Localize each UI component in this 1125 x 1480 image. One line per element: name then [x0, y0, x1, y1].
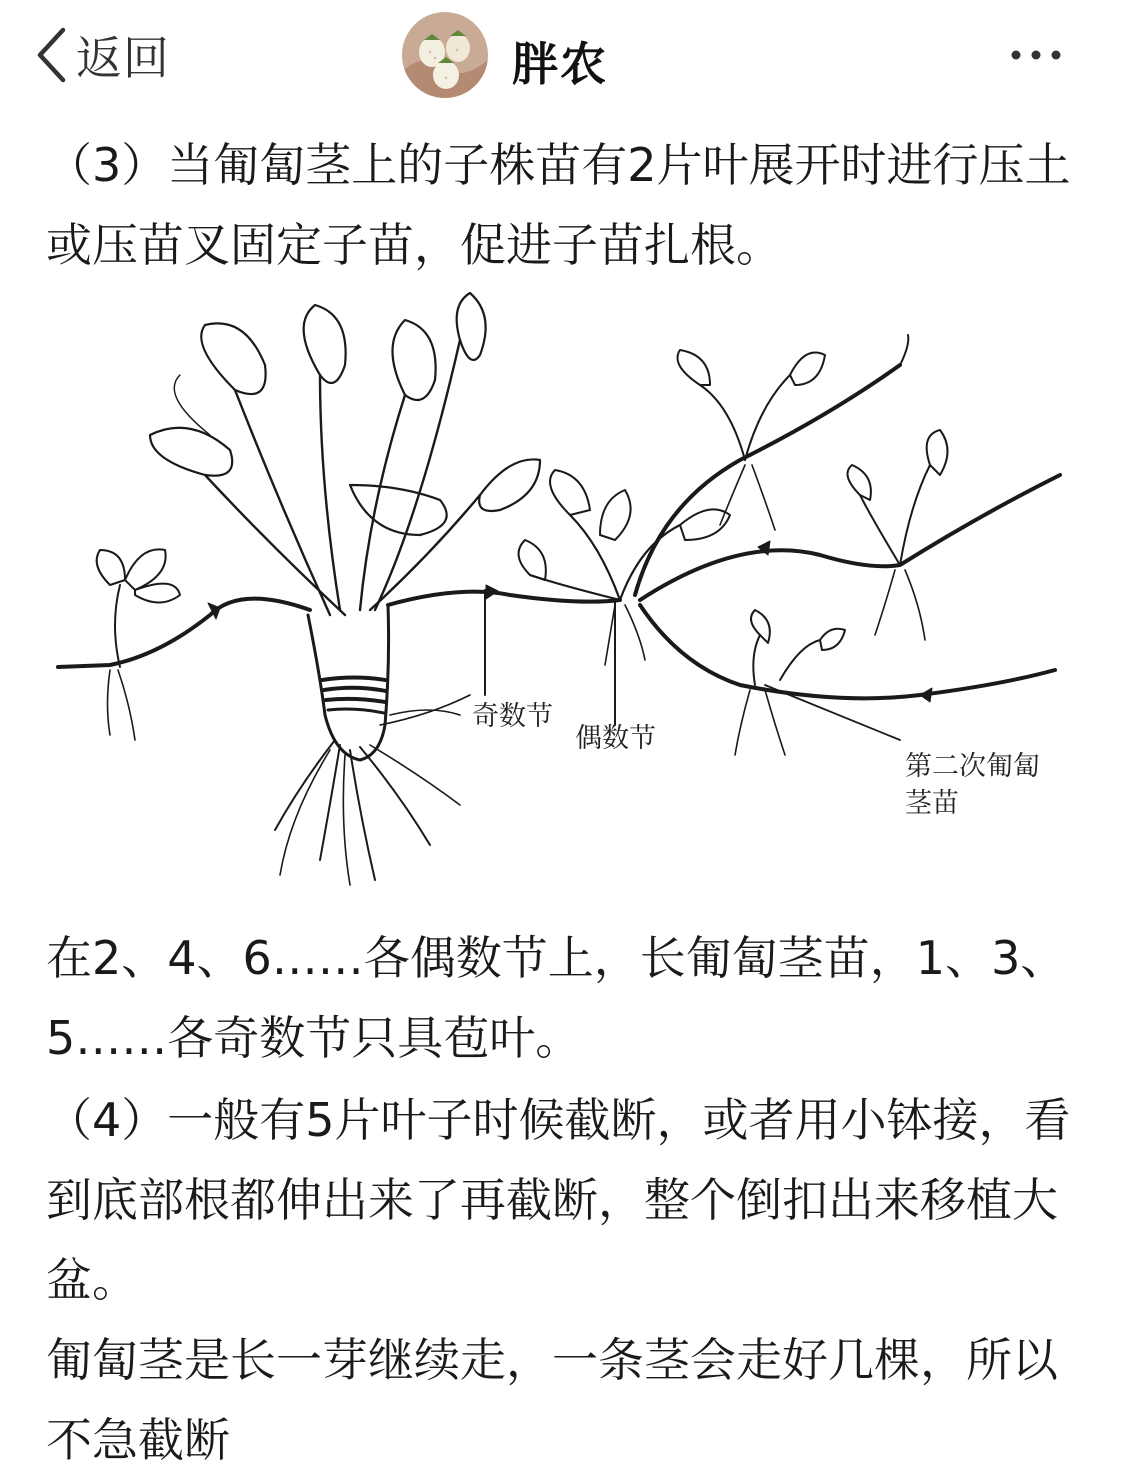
back-button[interactable] [34, 22, 170, 88]
label-even-node: 偶数节 [575, 723, 656, 754]
more-button[interactable] [1006, 38, 1066, 72]
avatar[interactable] [402, 12, 488, 98]
more-dots-icon [1006, 38, 1066, 72]
top-nav-bar [0, 0, 1125, 112]
paragraph-node-note: 在2、4、6……各偶数节上，长匍匐茎苗，1、3、5……各奇数节只具苞叶。 [46, 931, 1067, 1065]
strawberry-runner-illustration [40, 285, 1090, 910]
label-second-runner-line1: 第二次匍匐 [905, 751, 1040, 782]
chevron-left-icon [34, 26, 68, 84]
label-second-runner-line2: 茎苗 [905, 788, 959, 819]
paragraph-step-3: （3）当匍匐茎上的子株苗有2片叶展开时进行压土或压苗叉固定子苗，促进子苗扎根。 [46, 138, 1071, 272]
author-name[interactable]: 胖农 [512, 37, 608, 91]
label-odd-node: 奇数节 [472, 701, 553, 732]
avatar-strawberries-icon [402, 12, 488, 98]
runner-diagram [40, 285, 1090, 910]
paragraph-runner-note: 匍匐茎是长一芽继续走，一条茎会走好几棵，所以不急截断 [46, 1333, 1058, 1467]
back-label: 返回 [76, 31, 170, 85]
paragraph-step-4: （4）一般有5片叶子时候截断，或者用小钵接，看到底部根都伸出来了再截断，整个倒扣出来移植大盆。 [46, 1093, 1071, 1307]
